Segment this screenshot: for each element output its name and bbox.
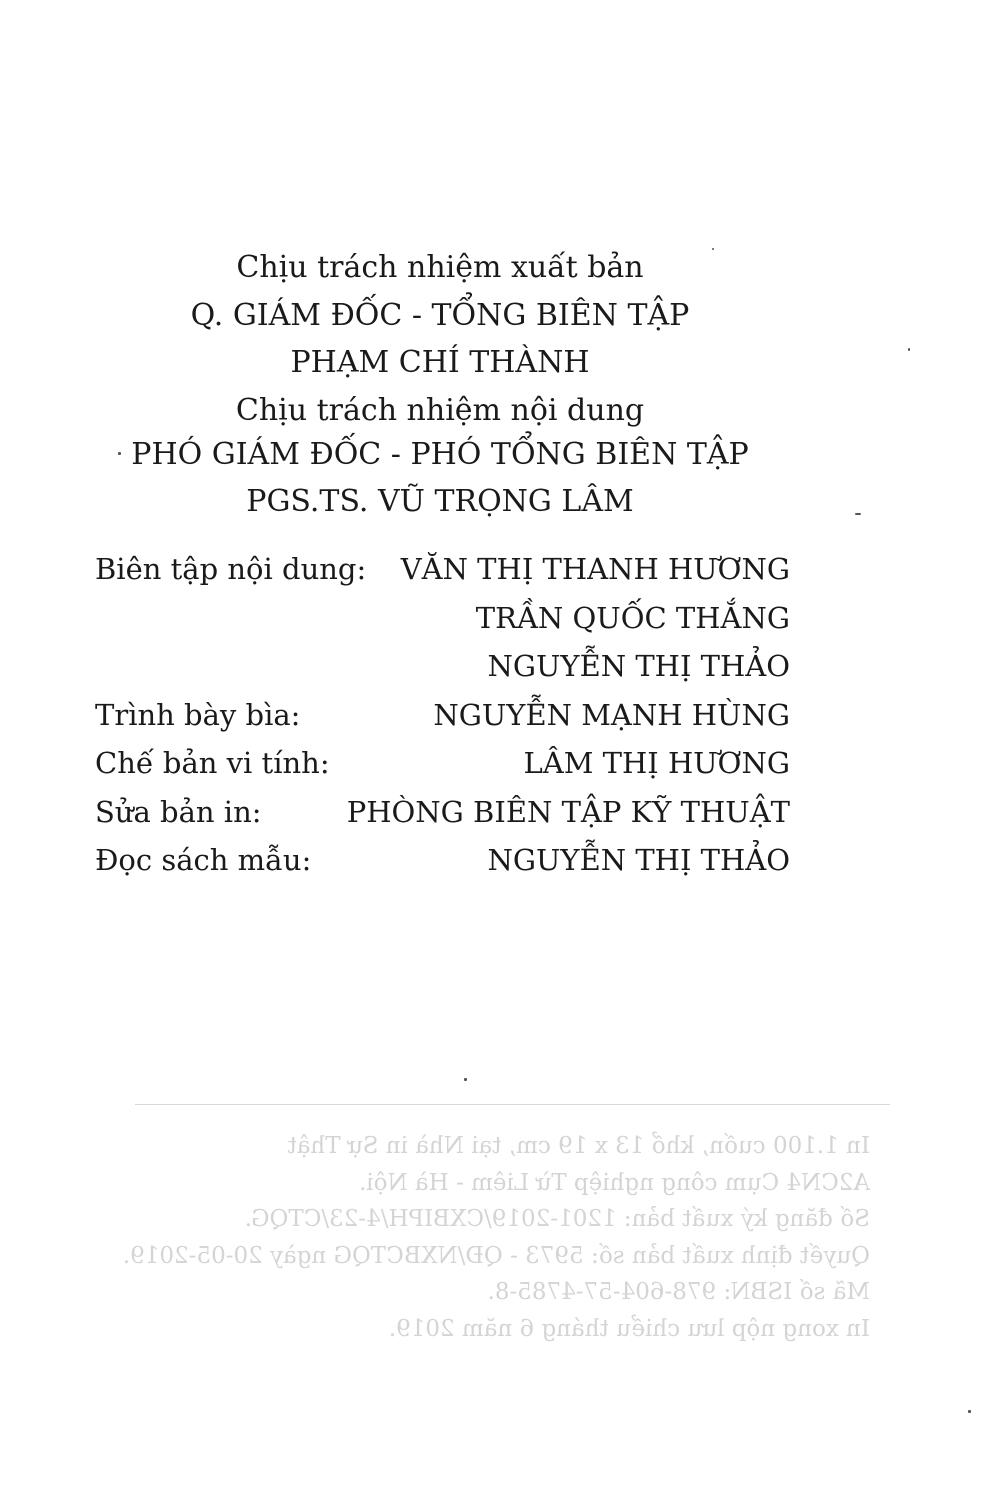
- credit-label: Biên tập nội dung:: [95, 552, 367, 586]
- credit-row-proofreading: [95, 788, 790, 837]
- publishing-director-name: PHẠM CHÍ THÀNH: [290, 345, 590, 380]
- imprint-line: In xong nộp lưu chiểu tháng 6 năm 2019.: [388, 1315, 870, 1342]
- dust-speck: [855, 513, 861, 515]
- credit-value: PHÒNG BIÊN TẬP KỸ THUẬT: [346, 794, 790, 829]
- imprint-showthrough: [110, 1128, 870, 1347]
- credit-row-content-editor-3: [95, 642, 790, 691]
- dust-speck: [712, 248, 714, 250]
- credit-label: Chế bản vi tính:: [95, 746, 330, 780]
- credit-row-typesetting: [95, 739, 790, 788]
- imprint-line: Mã số ISBN: 978-604-57-4785-8.: [487, 1279, 870, 1305]
- dust-speck: [118, 452, 121, 455]
- credit-row-cover-design: [95, 691, 790, 740]
- credit-row-content-editor: [95, 545, 790, 594]
- dust-speck: [908, 348, 910, 351]
- credit-label: Trình bày bìa:: [95, 697, 301, 732]
- deputy-director-name: PGS.TS. VŨ TRỌNG LÂM: [246, 484, 634, 519]
- publishing-responsibility-heading: Chịu trách nhiệm xuất bản: [236, 250, 644, 285]
- imprint-line: Số đăng ký xuất bản: 1201-2019/CXBIPH/4-23/CTQG.: [244, 1206, 870, 1232]
- imprint-line: A2CN4 Cụm công nghiệp Từ Liêm - Hà Nội.: [359, 1169, 870, 1196]
- dust-speck: [968, 1410, 971, 1413]
- deputy-director-title: PHÓ GIÁM ĐỐC - PHÓ TỔNG BIÊN TẬP: [131, 437, 749, 472]
- content-responsibility-heading: Chịu trách nhiệm nội dung: [235, 393, 645, 428]
- credit-value: TRẦN QUỐC THẮNG: [475, 600, 790, 635]
- credit-value: LÂM THỊ HƯƠNG: [523, 746, 790, 780]
- imprint-line: Quyết định xuất bản số: 5973 - QĐ/NXBCTQG ngày 20-05-2019.: [122, 1242, 870, 1269]
- credit-row-content-editor-2: [95, 594, 790, 643]
- credit-value: NGUYỄN THỊ THẢO: [487, 843, 790, 877]
- credit-label: Đọc sách mẫu:: [95, 843, 312, 877]
- credits-list: [95, 545, 790, 885]
- credit-row-sample-reading: [95, 836, 790, 885]
- credit-value: NGUYỄN MẠNH HÙNG: [433, 697, 790, 732]
- imprint-divider: [135, 1104, 890, 1105]
- credit-value: NGUYỄN THỊ THẢO: [487, 649, 790, 683]
- imprint-line: In 1.100 cuốn, khổ 13 x 19 cm, tại Nhà in Sự Thật: [287, 1133, 870, 1159]
- credit-value: VĂN THỊ THANH HƯƠNG: [400, 552, 790, 586]
- credit-label: Sửa bản in:: [95, 794, 262, 829]
- publishing-director-title: Q. GIÁM ĐỐC - TỔNG BIÊN TẬP: [190, 298, 690, 333]
- dust-speck: [464, 1078, 467, 1081]
